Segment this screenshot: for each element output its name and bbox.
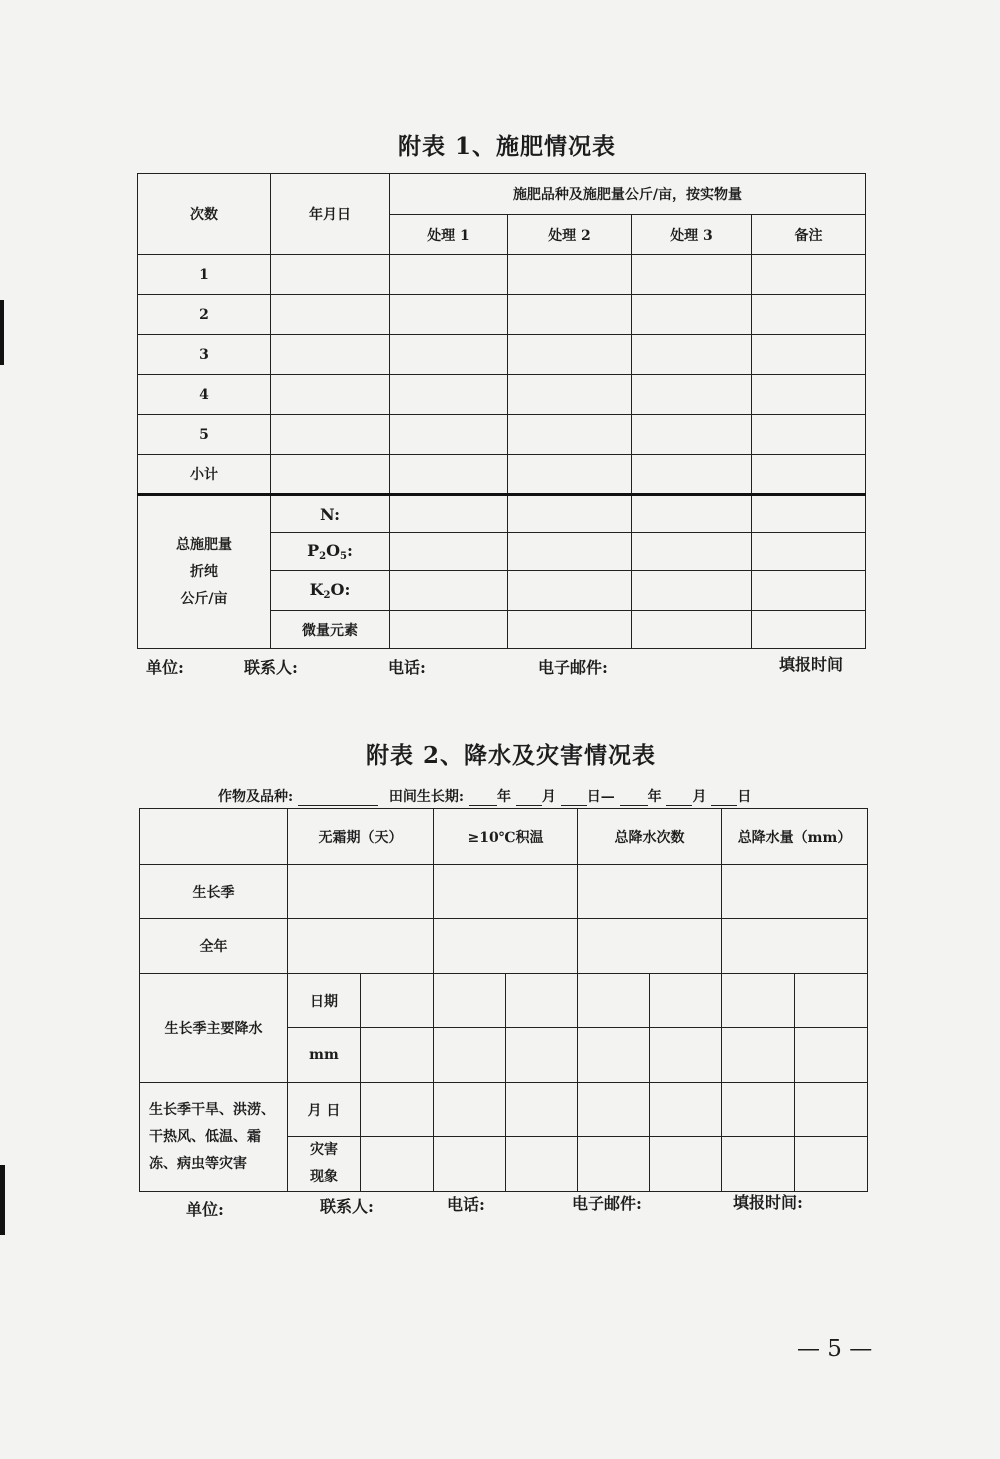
header-note: 备注 <box>752 215 866 255</box>
header-accumulated-temp: ≥10℃积温 <box>434 809 578 865</box>
cell-p-t2[interactable] <box>508 533 632 571</box>
cell-accum-gs[interactable] <box>434 865 578 919</box>
cell-micro-t2[interactable] <box>508 611 632 649</box>
month-label: 月 <box>692 789 707 805</box>
p-symbol: P <box>307 541 320 560</box>
cell-t1[interactable] <box>390 455 508 495</box>
fertilizer-table <box>137 173 866 649</box>
label-mm: mm <box>288 1028 361 1083</box>
header-date: 年月日 <box>271 174 390 255</box>
day-label: 日 <box>737 789 752 805</box>
cell-k-t1[interactable] <box>390 571 508 611</box>
cell-t3[interactable] <box>632 295 752 335</box>
cell-rain-mm[interactable] <box>722 1028 795 1083</box>
cell-rain-mm[interactable] <box>434 1028 506 1083</box>
row-main-rainfall: 生长季主要降水 <box>140 974 288 1083</box>
o-subscript: 5 <box>340 551 347 562</box>
t2-footer-time: 填报时间: <box>733 1193 803 1212</box>
cell-disaster-date[interactable] <box>578 1083 650 1137</box>
cell-disaster-phen[interactable] <box>578 1137 650 1192</box>
cell-t3[interactable] <box>632 415 752 455</box>
end-day-blank[interactable] <box>711 791 737 806</box>
cell-note[interactable] <box>752 415 866 455</box>
cell-amount-gs[interactable] <box>722 865 868 919</box>
p-colon: : <box>347 541 353 560</box>
cell-count-year[interactable] <box>578 919 722 974</box>
table-row <box>138 295 866 335</box>
cell-date[interactable] <box>271 415 390 455</box>
cell-date[interactable] <box>271 455 390 495</box>
cell-note[interactable] <box>752 375 866 415</box>
t1-footer-email: 电子邮件: <box>538 658 608 677</box>
corner-cell <box>140 809 288 865</box>
total-label-line: 总施肥量 <box>176 536 232 553</box>
cell-n-t2[interactable] <box>508 495 632 533</box>
cell-p-note[interactable] <box>752 533 866 571</box>
cell-t2[interactable] <box>508 455 632 495</box>
phenomenon-line: 现象 <box>310 1169 338 1185</box>
binding-mark-top <box>0 300 4 365</box>
period-label: 田间生长期: <box>388 789 465 805</box>
row-label: 3 <box>138 335 271 375</box>
cell-disaster-date[interactable] <box>361 1083 434 1137</box>
cell-date[interactable] <box>271 295 390 335</box>
cell-disaster-date[interactable] <box>506 1083 578 1137</box>
cell-t1[interactable] <box>390 335 508 375</box>
cell-disaster-phen[interactable] <box>506 1137 578 1192</box>
page-number: — 5 — <box>797 1336 873 1362</box>
cell-rain-date[interactable] <box>795 974 868 1028</box>
end-month-blank[interactable] <box>666 791 692 806</box>
p-subscript: 2 <box>319 551 327 562</box>
cell-note[interactable] <box>752 255 866 295</box>
cell-n-t1[interactable] <box>390 495 508 533</box>
nutrient-n: N: <box>271 495 390 533</box>
cell-rain-date[interactable] <box>650 974 722 1028</box>
t2-footer-email: 电子邮件: <box>572 1194 642 1213</box>
cell-t1[interactable] <box>390 415 508 455</box>
year-label: 年 <box>496 789 511 805</box>
cell-t2[interactable] <box>508 415 632 455</box>
month-label: 月 <box>541 789 556 805</box>
header-treatment-2: 处理 2 <box>508 215 632 255</box>
t1-footer-contact: 联系人: <box>244 658 298 677</box>
t1-footer-time: 填报时间 <box>779 655 844 674</box>
year-label: 年 <box>647 789 662 805</box>
nutrient-p2o5 <box>271 533 390 571</box>
start-day-blank[interactable] <box>561 791 587 806</box>
cell-t3[interactable] <box>632 335 752 375</box>
cell-amount-year[interactable] <box>722 919 868 974</box>
rainfall-table <box>139 808 868 1192</box>
row-label: 4 <box>138 375 271 415</box>
table1-title: 附表 1、施肥情况表 <box>398 133 617 160</box>
k-symbol: K <box>309 580 324 599</box>
phenomenon-line: 灾害 <box>310 1142 338 1158</box>
cell-micro-t1[interactable] <box>390 611 508 649</box>
cell-t1[interactable] <box>390 375 508 415</box>
cell-p-t3[interactable] <box>632 533 752 571</box>
day-dash-label: 日— <box>586 789 615 805</box>
cell-rain-mm[interactable] <box>361 1028 434 1083</box>
table-row <box>138 255 866 295</box>
row-label: 2 <box>138 295 271 335</box>
cell-k-note[interactable] <box>752 571 866 611</box>
cell-t2[interactable] <box>508 335 632 375</box>
row-whole-year: 全年 <box>140 919 288 974</box>
total-label-line: 公斤/亩 <box>180 590 228 607</box>
cell-date[interactable] <box>271 375 390 415</box>
table-row <box>138 335 866 375</box>
crop-period-line <box>218 786 751 806</box>
nutrient-k2o <box>271 571 390 611</box>
header-rain-count: 总降水次数 <box>578 809 722 865</box>
cell-rain-date[interactable] <box>361 974 434 1028</box>
crop-label: 作物及品种: <box>218 789 294 805</box>
header-times: 次数 <box>138 174 271 255</box>
cell-t2[interactable] <box>508 255 632 295</box>
cell-rain-mm[interactable] <box>506 1028 578 1083</box>
cell-disaster-phen[interactable] <box>722 1137 795 1192</box>
cell-micro-t3[interactable] <box>632 611 752 649</box>
cell-disaster-phen[interactable] <box>650 1137 722 1192</box>
t2-footer-unit: 单位: <box>186 1200 224 1219</box>
t1-footer-phone: 电话: <box>388 658 426 677</box>
row-disasters <box>140 1083 288 1192</box>
cell-p-t1[interactable] <box>390 533 508 571</box>
table-row <box>138 415 866 455</box>
start-year-blank[interactable] <box>469 791 497 806</box>
disaster-line: 干热风、低温、霜 <box>149 1128 261 1145</box>
cell-t1[interactable] <box>390 255 508 295</box>
label-date: 日期 <box>288 974 361 1028</box>
binding-mark-bottom <box>0 1165 5 1235</box>
k-end: O: <box>330 580 351 599</box>
disaster-line: 生长季干旱、洪涝、 <box>149 1101 275 1118</box>
header-rain-amount: 总降水量（mm） <box>722 809 868 865</box>
table-row <box>138 375 866 415</box>
cell-disaster-date[interactable] <box>434 1083 506 1137</box>
end-year-blank[interactable] <box>620 791 648 806</box>
cell-disaster-phen[interactable] <box>361 1137 434 1192</box>
t2-footer-phone: 电话: <box>447 1195 485 1214</box>
cell-disaster-date[interactable] <box>795 1083 868 1137</box>
cell-frost-gs[interactable] <box>288 865 434 919</box>
total-fertilizer-label <box>138 495 271 649</box>
o-symbol: O <box>326 541 341 560</box>
label-disaster-phenomenon <box>288 1137 361 1192</box>
cell-rain-date[interactable] <box>434 974 506 1028</box>
cell-frost-year[interactable] <box>288 919 434 974</box>
cell-rain-mm[interactable] <box>650 1028 722 1083</box>
cell-note[interactable] <box>752 455 866 495</box>
label-month-day: 月 日 <box>288 1083 361 1137</box>
header-fertilizer-group: 施肥品种及施肥量公斤/亩，按实物量 <box>390 174 866 215</box>
cell-t3[interactable] <box>632 255 752 295</box>
row-growing-season: 生长季 <box>140 865 288 919</box>
cell-k-t3[interactable] <box>632 571 752 611</box>
cell-date[interactable] <box>271 255 390 295</box>
row-label-subtotal: 小计 <box>138 455 271 495</box>
cell-disaster-date[interactable] <box>722 1083 795 1137</box>
cell-t2[interactable] <box>508 295 632 335</box>
cell-micro-note[interactable] <box>752 611 866 649</box>
cell-note[interactable] <box>752 335 866 375</box>
cell-k-t2[interactable] <box>508 571 632 611</box>
nutrient-micro: 微量元素 <box>271 611 390 649</box>
row-label: 5 <box>138 415 271 455</box>
cell-disaster-phen[interactable] <box>434 1137 506 1192</box>
total-label-line: 折纯 <box>190 563 218 580</box>
crop-blank[interactable] <box>298 791 378 806</box>
cell-date[interactable] <box>271 335 390 375</box>
cell-rain-date[interactable] <box>722 974 795 1028</box>
cell-rain-mm[interactable] <box>578 1028 650 1083</box>
header-frost-free: 无霜期（天） <box>288 809 434 865</box>
cell-count-gs[interactable] <box>578 865 722 919</box>
cell-t3[interactable] <box>632 455 752 495</box>
cell-rain-date[interactable] <box>578 974 650 1028</box>
t2-footer-contact: 联系人: <box>320 1197 374 1216</box>
cell-disaster-date[interactable] <box>650 1083 722 1137</box>
disaster-line: 冻、病虫等灾害 <box>149 1155 247 1172</box>
cell-note[interactable] <box>752 295 866 335</box>
t1-footer-unit: 单位: <box>146 658 184 677</box>
cell-t1[interactable] <box>390 295 508 335</box>
cell-rain-date[interactable] <box>506 974 578 1028</box>
cell-rain-mm[interactable] <box>795 1028 868 1083</box>
header-treatment-1: 处理 1 <box>390 215 508 255</box>
row-label: 1 <box>138 255 271 295</box>
cell-accum-year[interactable] <box>434 919 578 974</box>
table-row <box>138 455 866 495</box>
header-treatment-3: 处理 3 <box>632 215 752 255</box>
start-month-blank[interactable] <box>516 791 542 806</box>
table2-title: 附表 2、降水及灾害情况表 <box>366 742 657 769</box>
cell-t2[interactable] <box>508 375 632 415</box>
k-subscript: 2 <box>323 590 331 601</box>
cell-t3[interactable] <box>632 375 752 415</box>
cell-disaster-phen[interactable] <box>795 1137 868 1192</box>
cell-n-note[interactable] <box>752 495 866 533</box>
cell-n-t3[interactable] <box>632 495 752 533</box>
